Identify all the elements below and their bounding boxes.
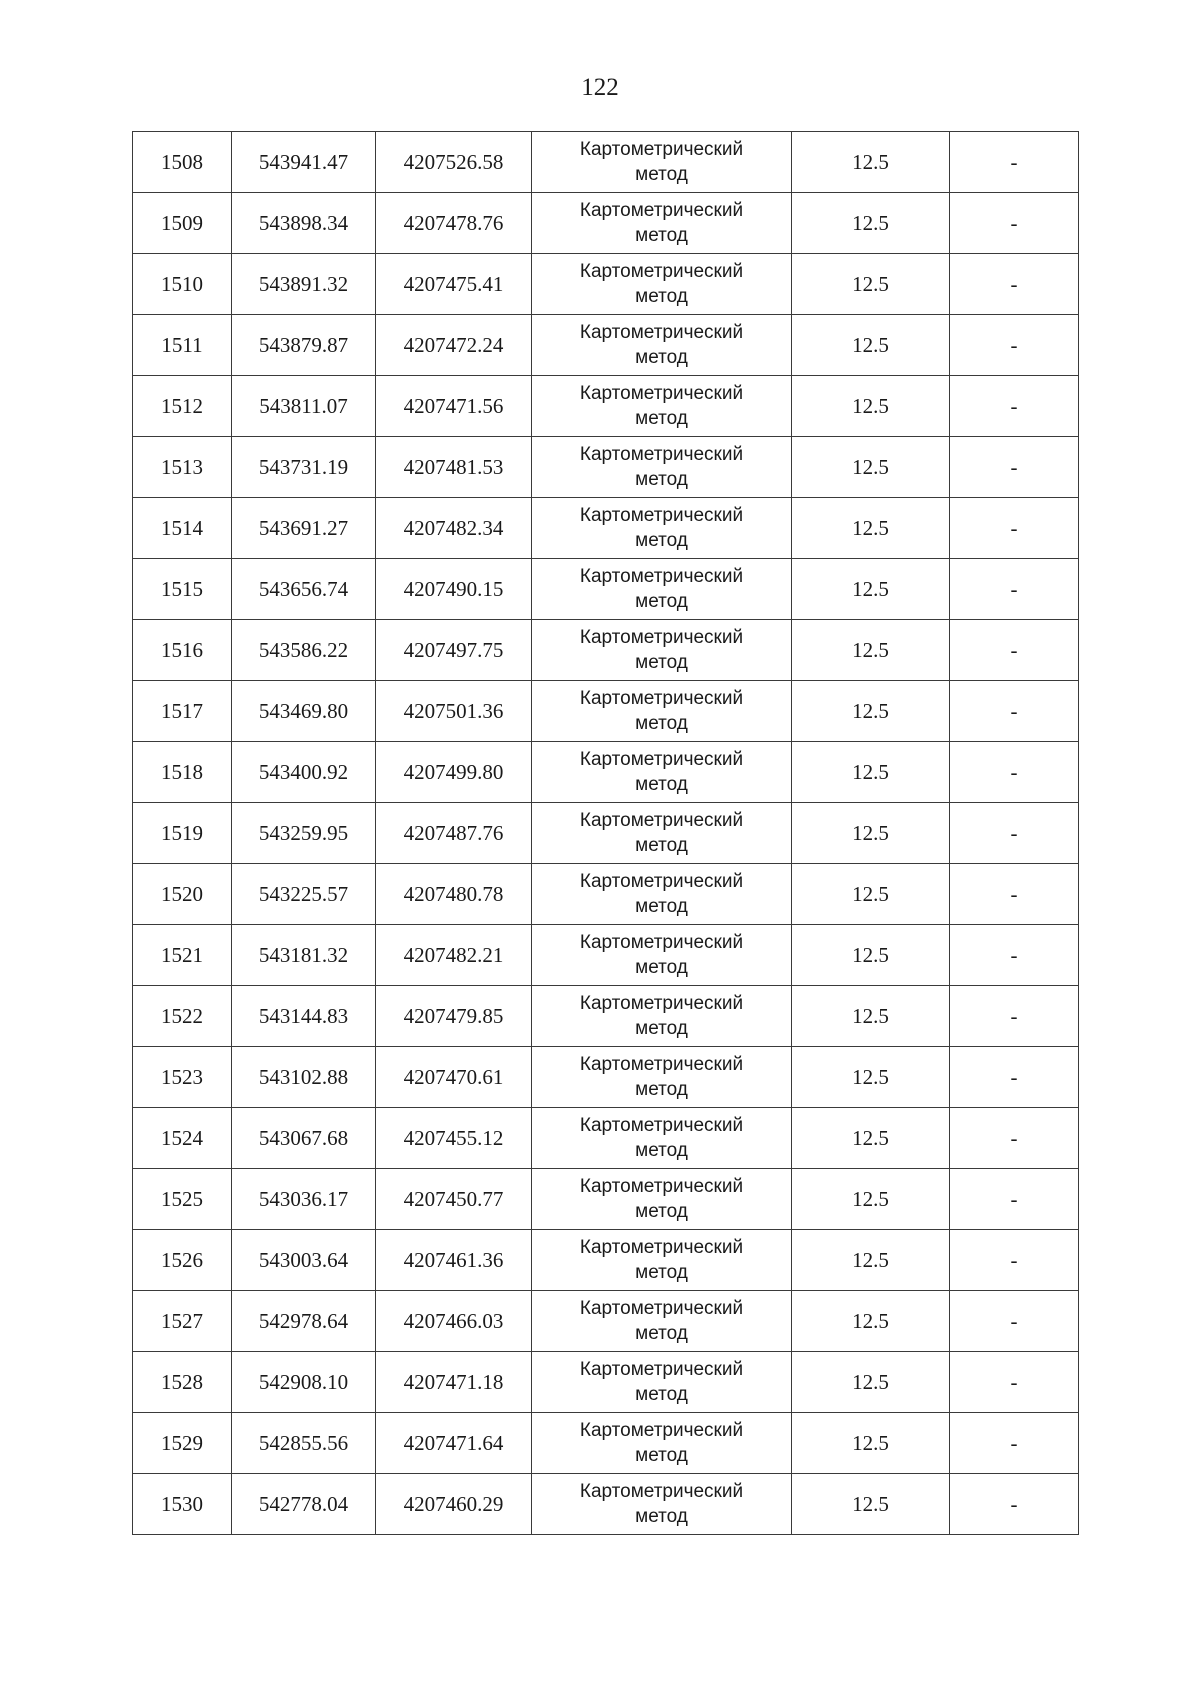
accuracy-cell: 12.5 (792, 193, 950, 254)
table-row (133, 803, 1079, 864)
x-coordinate-cell: 543656.74 (232, 559, 376, 620)
y-coordinate-cell: 4207526.58 (376, 132, 532, 193)
method-line-1: Картометрический (579, 1054, 744, 1075)
point-id-cell: 1528 (133, 1352, 232, 1413)
method-line-2: метод (635, 1201, 688, 1222)
y-coordinate-cell: 4207475.41 (376, 254, 532, 315)
note-cell: - (950, 925, 1079, 986)
note-cell: - (950, 803, 1079, 864)
method-line-2: метод (635, 469, 688, 490)
coordinates-table (132, 131, 1079, 1535)
method-line-2: метод (635, 774, 688, 795)
point-id-cell: 1522 (133, 986, 232, 1047)
table-row (133, 864, 1079, 925)
y-coordinate-cell: 4207487.76 (376, 803, 532, 864)
method-line-1: Картометрический (579, 261, 744, 282)
note-cell: - (950, 1291, 1079, 1352)
method-line-2: метод (635, 286, 688, 307)
y-coordinate-cell: 4207482.34 (376, 498, 532, 559)
note-cell: - (950, 1413, 1079, 1474)
y-coordinate-cell: 4207450.77 (376, 1169, 532, 1230)
method-cell (532, 864, 792, 925)
method-line-1: Картометрический (579, 993, 744, 1014)
point-id-cell: 1521 (133, 925, 232, 986)
method-line-1: Картометрический (579, 566, 744, 587)
note-cell: - (950, 681, 1079, 742)
point-id-cell: 1525 (133, 1169, 232, 1230)
note-cell: - (950, 437, 1079, 498)
accuracy-cell: 12.5 (792, 620, 950, 681)
table-row (133, 742, 1079, 803)
accuracy-cell: 12.5 (792, 925, 950, 986)
point-id-cell: 1508 (133, 132, 232, 193)
note-cell: - (950, 193, 1079, 254)
accuracy-cell: 12.5 (792, 1108, 950, 1169)
method-cell (532, 1169, 792, 1230)
note-cell: - (950, 1352, 1079, 1413)
method-line-2: метод (635, 957, 688, 978)
accuracy-cell: 12.5 (792, 132, 950, 193)
accuracy-cell: 12.5 (792, 803, 950, 864)
point-id-cell: 1529 (133, 1413, 232, 1474)
table-row (133, 1169, 1079, 1230)
x-coordinate-cell: 543879.87 (232, 315, 376, 376)
accuracy-cell: 12.5 (792, 1474, 950, 1535)
note-cell: - (950, 620, 1079, 681)
method-cell (532, 1352, 792, 1413)
note-cell: - (950, 742, 1079, 803)
note-cell: - (950, 254, 1079, 315)
method-line-1: Картометрический (579, 383, 744, 404)
method-line-2: метод (635, 652, 688, 673)
y-coordinate-cell: 4207479.85 (376, 986, 532, 1047)
x-coordinate-cell: 542908.10 (232, 1352, 376, 1413)
accuracy-cell: 12.5 (792, 1230, 950, 1291)
x-coordinate-cell: 543731.19 (232, 437, 376, 498)
note-cell: - (950, 559, 1079, 620)
x-coordinate-cell: 543469.80 (232, 681, 376, 742)
note-cell: - (950, 864, 1079, 925)
table-row (133, 132, 1079, 193)
method-cell (532, 925, 792, 986)
table-row (133, 1352, 1079, 1413)
accuracy-cell: 12.5 (792, 1169, 950, 1230)
method-line-1: Картометрический (579, 749, 744, 770)
method-cell (532, 498, 792, 559)
method-cell (532, 1230, 792, 1291)
table-row (133, 1413, 1079, 1474)
method-line-2: метод (635, 408, 688, 429)
point-id-cell: 1520 (133, 864, 232, 925)
table-row (133, 925, 1079, 986)
table-row (133, 1230, 1079, 1291)
x-coordinate-cell: 543691.27 (232, 498, 376, 559)
accuracy-cell: 12.5 (792, 681, 950, 742)
point-id-cell: 1510 (133, 254, 232, 315)
y-coordinate-cell: 4207480.78 (376, 864, 532, 925)
x-coordinate-cell: 542978.64 (232, 1291, 376, 1352)
method-line-2: метод (635, 896, 688, 917)
method-line-1: Картометрический (579, 810, 744, 831)
method-line-1: Картометрический (579, 1359, 744, 1380)
method-cell (532, 1474, 792, 1535)
note-cell: - (950, 315, 1079, 376)
method-line-2: метод (635, 225, 688, 246)
y-coordinate-cell: 4207478.76 (376, 193, 532, 254)
point-id-cell: 1517 (133, 681, 232, 742)
method-line-2: метод (635, 347, 688, 368)
method-cell (532, 254, 792, 315)
x-coordinate-cell: 543067.68 (232, 1108, 376, 1169)
note-cell: - (950, 498, 1079, 559)
point-id-cell: 1523 (133, 1047, 232, 1108)
method-cell (532, 315, 792, 376)
x-coordinate-cell: 543586.22 (232, 620, 376, 681)
x-coordinate-cell: 543898.34 (232, 193, 376, 254)
method-line-2: метод (635, 1140, 688, 1161)
x-coordinate-cell: 542778.04 (232, 1474, 376, 1535)
method-line-1: Картометрический (579, 1176, 744, 1197)
point-id-cell: 1519 (133, 803, 232, 864)
method-cell (532, 986, 792, 1047)
point-id-cell: 1514 (133, 498, 232, 559)
accuracy-cell: 12.5 (792, 498, 950, 559)
method-line-2: метод (635, 164, 688, 185)
x-coordinate-cell: 542855.56 (232, 1413, 376, 1474)
y-coordinate-cell: 4207470.61 (376, 1047, 532, 1108)
y-coordinate-cell: 4207481.53 (376, 437, 532, 498)
table-row (133, 376, 1079, 437)
accuracy-cell: 12.5 (792, 1291, 950, 1352)
point-id-cell: 1516 (133, 620, 232, 681)
method-cell (532, 1291, 792, 1352)
table-row (133, 498, 1079, 559)
y-coordinate-cell: 4207497.75 (376, 620, 532, 681)
table-row (133, 620, 1079, 681)
point-id-cell: 1518 (133, 742, 232, 803)
accuracy-cell: 12.5 (792, 1047, 950, 1108)
method-line-1: Картометрический (579, 932, 744, 953)
method-line-2: метод (635, 1506, 688, 1527)
y-coordinate-cell: 4207455.12 (376, 1108, 532, 1169)
method-line-2: метод (635, 1445, 688, 1466)
method-cell (532, 681, 792, 742)
page-number: 122 (581, 74, 619, 101)
method-cell (532, 1413, 792, 1474)
method-line-1: Картометрический (579, 1237, 744, 1258)
x-coordinate-cell: 543941.47 (232, 132, 376, 193)
table-row (133, 1047, 1079, 1108)
method-cell (532, 1108, 792, 1169)
table-row (133, 986, 1079, 1047)
x-coordinate-cell: 543811.07 (232, 376, 376, 437)
method-line-2: метод (635, 1262, 688, 1283)
method-line-2: метод (635, 1079, 688, 1100)
method-cell (532, 1047, 792, 1108)
method-line-2: метод (635, 1323, 688, 1344)
table-row (133, 254, 1079, 315)
method-cell (532, 559, 792, 620)
accuracy-cell: 12.5 (792, 437, 950, 498)
x-coordinate-cell: 543003.64 (232, 1230, 376, 1291)
method-line-2: метод (635, 530, 688, 551)
note-cell: - (950, 986, 1079, 1047)
point-id-cell: 1530 (133, 1474, 232, 1535)
method-line-1: Картометрический (579, 1298, 744, 1319)
method-cell (532, 620, 792, 681)
accuracy-cell: 12.5 (792, 742, 950, 803)
y-coordinate-cell: 4207466.03 (376, 1291, 532, 1352)
y-coordinate-cell: 4207499.80 (376, 742, 532, 803)
accuracy-cell: 12.5 (792, 315, 950, 376)
table-row (133, 559, 1079, 620)
accuracy-cell: 12.5 (792, 864, 950, 925)
y-coordinate-cell: 4207472.24 (376, 315, 532, 376)
y-coordinate-cell: 4207471.64 (376, 1413, 532, 1474)
method-line-1: Картометрический (579, 139, 744, 160)
method-line-1: Картометрический (579, 200, 744, 221)
y-coordinate-cell: 4207471.18 (376, 1352, 532, 1413)
method-cell (532, 132, 792, 193)
point-id-cell: 1511 (133, 315, 232, 376)
method-cell (532, 376, 792, 437)
point-id-cell: 1524 (133, 1108, 232, 1169)
accuracy-cell: 12.5 (792, 1352, 950, 1413)
y-coordinate-cell: 4207482.21 (376, 925, 532, 986)
x-coordinate-cell: 543144.83 (232, 986, 376, 1047)
x-coordinate-cell: 543259.95 (232, 803, 376, 864)
note-cell: - (950, 1047, 1079, 1108)
y-coordinate-cell: 4207490.15 (376, 559, 532, 620)
method-line-1: Картометрический (579, 505, 744, 526)
table-row (133, 193, 1079, 254)
method-line-1: Картометрический (579, 322, 744, 343)
x-coordinate-cell: 543891.32 (232, 254, 376, 315)
table-body (133, 132, 1079, 1535)
x-coordinate-cell: 543181.32 (232, 925, 376, 986)
accuracy-cell: 12.5 (792, 559, 950, 620)
table-row (133, 1474, 1079, 1535)
method-line-2: метод (635, 1384, 688, 1405)
y-coordinate-cell: 4207461.36 (376, 1230, 532, 1291)
accuracy-cell: 12.5 (792, 376, 950, 437)
method-cell (532, 437, 792, 498)
table-row (133, 1291, 1079, 1352)
table-row (133, 681, 1079, 742)
method-line-1: Картометрический (579, 688, 744, 709)
note-cell: - (950, 1108, 1079, 1169)
method-line-2: метод (635, 713, 688, 734)
method-line-1: Картометрический (579, 627, 744, 648)
note-cell: - (950, 1169, 1079, 1230)
y-coordinate-cell: 4207460.29 (376, 1474, 532, 1535)
x-coordinate-cell: 543225.57 (232, 864, 376, 925)
method-cell (532, 742, 792, 803)
point-id-cell: 1509 (133, 193, 232, 254)
accuracy-cell: 12.5 (792, 254, 950, 315)
x-coordinate-cell: 543102.88 (232, 1047, 376, 1108)
accuracy-cell: 12.5 (792, 986, 950, 1047)
method-line-2: метод (635, 835, 688, 856)
x-coordinate-cell: 543036.17 (232, 1169, 376, 1230)
note-cell: - (950, 1230, 1079, 1291)
point-id-cell: 1526 (133, 1230, 232, 1291)
point-id-cell: 1527 (133, 1291, 232, 1352)
table-row (133, 437, 1079, 498)
method-line-1: Картометрический (579, 1420, 744, 1441)
point-id-cell: 1515 (133, 559, 232, 620)
method-line-1: Картометрический (579, 1115, 744, 1136)
method-cell (532, 803, 792, 864)
method-line-1: Картометрический (579, 1481, 744, 1502)
point-id-cell: 1513 (133, 437, 232, 498)
method-line-1: Картометрический (579, 871, 744, 892)
y-coordinate-cell: 4207471.56 (376, 376, 532, 437)
point-id-cell: 1512 (133, 376, 232, 437)
note-cell: - (950, 1474, 1079, 1535)
y-coordinate-cell: 4207501.36 (376, 681, 532, 742)
x-coordinate-cell: 543400.92 (232, 742, 376, 803)
method-line-2: метод (635, 591, 688, 612)
method-line-2: метод (635, 1018, 688, 1039)
note-cell: - (950, 132, 1079, 193)
method-cell (532, 193, 792, 254)
table-row (133, 1108, 1079, 1169)
accuracy-cell: 12.5 (792, 1413, 950, 1474)
table-row (133, 315, 1079, 376)
note-cell: - (950, 376, 1079, 437)
method-line-1: Картометрический (579, 444, 744, 465)
